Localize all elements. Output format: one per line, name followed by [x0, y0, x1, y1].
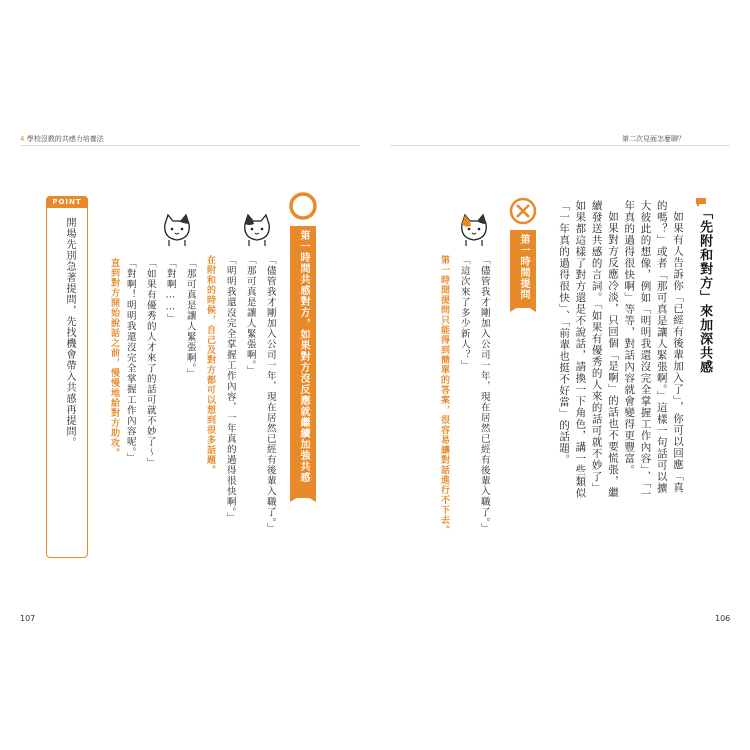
good-banner-tail [290, 494, 316, 502]
good-dialog-line-3: 「明明我還沒完全掌握工作內容，一年真的過得很快啊。」 [224, 255, 236, 524]
section-title: 「先附和對方」來加深共感 [697, 206, 713, 374]
good-dialog-line-8: 「對啊！明明我還沒完全掌握工作內容呢。」 [124, 258, 136, 464]
circle-icon [287, 190, 319, 226]
good-dialog-line-2: 「那可真是讓人緊張啊。」 [244, 255, 256, 377]
good-dialog-line-6: 「對啊……」 [164, 258, 176, 324]
good-note-2: 直到對方開始說話之前，慢慢地給對方助攻。 [108, 258, 119, 458]
point-box [46, 196, 88, 558]
good-dialog-line-7: 「如果有優秀的人才來了的話可就不妙了～」 [144, 258, 156, 468]
left-page-header [20, 134, 104, 144]
cross-icon [508, 196, 538, 230]
good-note-1: 在附和的時候，自己及對方都可以想到很多話題。 [204, 255, 215, 475]
left-header-rule [20, 145, 360, 146]
good-dialog-line-1: 「儘管我才剛加入公司一年，現在居然已經有後輩入職了。」 [264, 255, 276, 534]
right-page-number: 106 [715, 614, 731, 623]
point-label: POINT [47, 196, 87, 208]
cat-icon [160, 212, 194, 250]
right-page-header: 第二次見面怎麼聊？ [622, 135, 685, 143]
bad-dialog-line-2: 「這次來了多少新人？」 [458, 255, 470, 371]
chapter-title: 學校沒教的共感力培養法 [26, 135, 104, 143]
bad-banner-tail [510, 304, 536, 312]
body-paragraph-a: 如果有人告訴你「已經有後輩加入了」，你可以回應「真的嗎？」或者「那可真是讓人緊張啊。」這樣一句話可以擴大彼此的想像，例如「明明我還沒完全掌握工作內容」、「一年真的過得很快啊」等等，對話內容就會變得更豐富。 [623, 200, 684, 500]
point-text: 開場先別急著提問，先找機會帶入共感再提問。 [64, 217, 75, 448]
cat-icon [240, 212, 274, 250]
bad-note: 第一時間提問只能得到簡單的答案，很容易讓對話進行不下去。 [438, 255, 449, 535]
good-dialog-line-5: 「那可真是讓人緊張啊。」 [184, 258, 196, 380]
good-banner: 第一時間共感對方，如果對方沒反應就繼續加強共感 [290, 226, 316, 498]
cat-icon [457, 212, 491, 250]
left-page-number: 107 [20, 614, 36, 623]
right-header-rule [390, 145, 730, 146]
chapter-number: 4 [20, 135, 25, 143]
body-paragraph-b: 如果對方反應冷淡，只回個「是啊」的話也不要慌張，繼續發送共感的言詞。「如果有優秀的人來的話可就不妙了」如果都這樣了對方還是不說話，請換一下角色，講一些類似「一年真的過得很快」、「前輩也挺不好當」的話題。 [558, 200, 619, 499]
bad-dialog-line-1: 「儘管我才剛加入公司一年，現在居然已經有後輩入職了。」 [478, 255, 490, 534]
bad-banner: 第一時間提問 [510, 230, 536, 308]
body-text-block [560, 200, 686, 500]
